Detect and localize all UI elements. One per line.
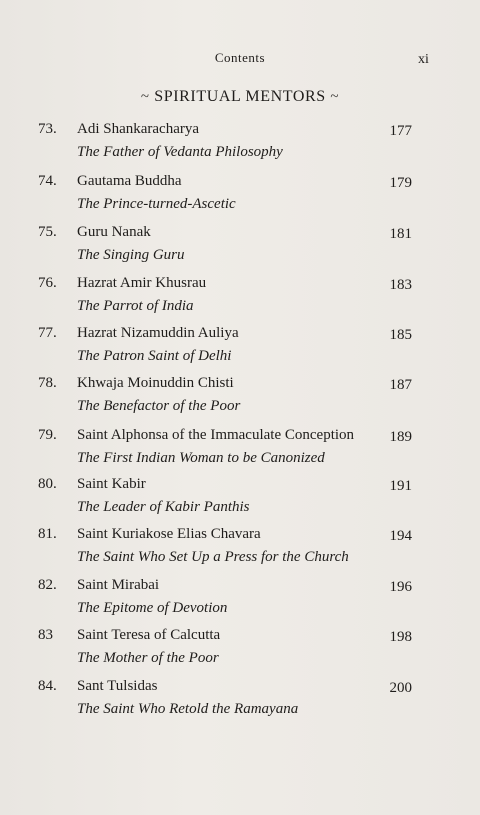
entry-subtitle: The Benefactor of the Poor bbox=[77, 398, 241, 414]
entry-name: Guru Nanak bbox=[77, 224, 151, 240]
entry-page-number: 183 bbox=[389, 277, 412, 293]
entry-number: 74. bbox=[38, 173, 57, 189]
entry-name: Saint Kuriakose Elias Chavara bbox=[77, 526, 261, 542]
entry-page-number: 196 bbox=[389, 579, 412, 595]
entry-name: Hazrat Amir Khusrau bbox=[77, 275, 207, 291]
entry-number: 79. bbox=[38, 427, 57, 443]
ornament-left-icon: ~ bbox=[140, 89, 150, 105]
entry-number: 84. bbox=[38, 678, 57, 694]
entry-name: Saint Teresa of Calcutta bbox=[77, 627, 221, 643]
entry-number: 83 bbox=[38, 627, 53, 643]
entry-subtitle: The Father of Vedanta Philosophy bbox=[77, 144, 283, 160]
entry-name: Hazrat Nizamuddin Auliya bbox=[77, 325, 239, 341]
ornament-right-icon: ~ bbox=[330, 89, 340, 105]
entry-subtitle: The Patron Saint of Delhi bbox=[77, 348, 232, 364]
entry-number: 75. bbox=[38, 224, 57, 240]
entry-page-number: 200 bbox=[389, 680, 412, 696]
entry-subtitle: The Mother of the Poor bbox=[77, 650, 219, 666]
entry-number: 80. bbox=[38, 476, 57, 492]
entry-number: 78. bbox=[38, 375, 57, 391]
entry-page-number: 185 bbox=[389, 327, 412, 343]
entry-subtitle: The Epitome of Devotion bbox=[77, 600, 228, 616]
entry-number: 81. bbox=[38, 526, 57, 542]
entry-subtitle: The Saint Who Retold the Ramayana bbox=[77, 701, 299, 717]
entry-name: Saint Alphonsa of the Immaculate Conception bbox=[77, 427, 355, 443]
entry-page-number: 179 bbox=[389, 175, 412, 191]
page-folio: xi bbox=[418, 52, 429, 67]
entry-page-number: 198 bbox=[389, 629, 412, 645]
entry-number: 82. bbox=[38, 577, 57, 593]
entry-subtitle: The Parrot of India bbox=[77, 298, 194, 314]
entry-number: 77. bbox=[38, 325, 57, 341]
entry-subtitle: The Prince-turned-Ascetic bbox=[77, 196, 236, 212]
entry-page-number: 181 bbox=[389, 226, 412, 242]
entry-page-number: 189 bbox=[389, 429, 412, 445]
entry-subtitle: The Leader of Kabir Panthis bbox=[77, 499, 250, 515]
entry-name: Saint Kabir bbox=[77, 476, 146, 492]
entry-subtitle: The Singing Guru bbox=[77, 247, 185, 263]
entry-page-number: 177 bbox=[389, 123, 412, 139]
entry-page-number: 194 bbox=[389, 528, 412, 544]
entry-name: Adi Shankaracharya bbox=[77, 121, 200, 137]
entry-subtitle: The First Indian Woman to be Canonized bbox=[77, 450, 325, 466]
entry-name: Khwaja Moinuddin Chisti bbox=[77, 375, 234, 391]
entry-number: 73. bbox=[38, 121, 57, 137]
section-heading bbox=[0, 88, 480, 106]
entry-name: Saint Mirabai bbox=[77, 577, 160, 593]
entry-page-number: 187 bbox=[389, 377, 412, 393]
entry-name: Sant Tulsidas bbox=[77, 678, 158, 694]
running-head: Contents bbox=[214, 50, 266, 65]
entry-page-number: 191 bbox=[389, 478, 412, 494]
entry-number: 76. bbox=[38, 275, 57, 291]
entry-subtitle: The Saint Who Set Up a Press for the Church bbox=[77, 549, 349, 565]
section-title: SPIRITUAL MENTORS bbox=[154, 88, 326, 105]
entry-name: Gautama Buddha bbox=[77, 173, 182, 189]
